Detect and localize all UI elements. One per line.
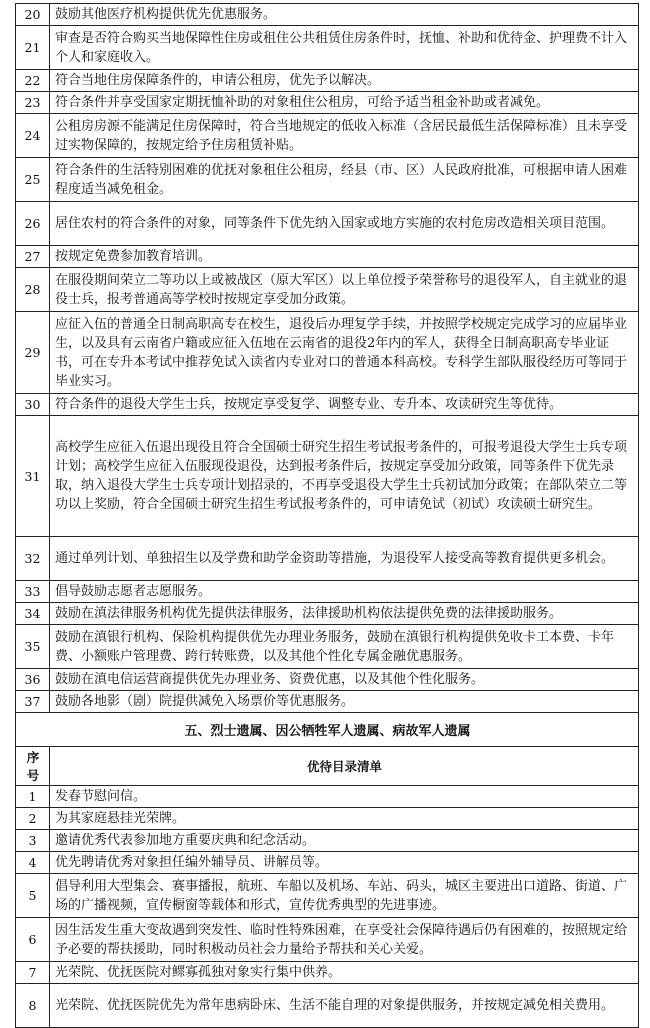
row-text: 居住农村的符合条件的对象，同等条件下优先纳入国家或地方实施的农村危房改造相关项目范围。 <box>50 202 639 246</box>
row-text: 符合条件的生活特别困难的优抚对象租住公租房，经县（市、区）人民政府批准，可根据申请人困难程度适当减免租金。 <box>50 158 639 202</box>
row-text: 发春节慰问信。 <box>50 786 639 808</box>
row-text: 鼓励在滇电信运营商提供优先办理业务、资费优惠，以及其他个性化服务。 <box>50 669 639 691</box>
table-section-five <box>16 713 639 786</box>
row-text: 鼓励在滇银行机构、保险机构提供优先办理业务服务，鼓励在滇银行机构提供免收卡工本费、卡年费、小额账户管理费、跨行转账费，以及其他个性化专属金融优惠服务。 <box>50 625 639 669</box>
row-number: 7 <box>16 962 50 984</box>
row-text: 按规定免费参加教育培训。 <box>50 246 639 268</box>
row-number: 31 <box>16 416 50 537</box>
row-text: 鼓励在滇法律服务机构优先提供法律服务，法律援助机构依法提供免费的法律援助服务。 <box>50 603 639 625</box>
section-title: 五、烈士遗属、因公牺牲军人遗属、病故军人遗属 <box>16 713 639 747</box>
row-number: 6 <box>16 918 50 962</box>
table-row <box>16 246 639 268</box>
table-row <box>16 114 639 158</box>
row-number: 8 <box>16 984 50 1028</box>
row-number: 24 <box>16 114 50 158</box>
row-number: 27 <box>16 246 50 268</box>
row-number: 5 <box>16 874 50 918</box>
section-heading-row <box>16 713 639 747</box>
table-row <box>16 394 639 416</box>
row-text: 为其家庭悬挂光荣牌。 <box>50 808 639 830</box>
table-row <box>16 312 639 394</box>
table-row <box>16 669 639 691</box>
table-row <box>16 918 639 962</box>
row-text: 因生活发生重大变故遇到突发性、临时性特殊困难，在享受社会保障待遇后仍有困难的，按照规定给予必要的帮扶援助，同时积极动员社会力量给予帮扶和关心关爱。 <box>50 918 639 962</box>
table-row <box>16 92 639 114</box>
row-text: 公租房房源不能满足住房保障时，符合当地规定的低收入标准（含居民最低生活保障标准）且未享受过实物保障的，按规定给予住房租赁补贴。 <box>50 114 639 158</box>
table-section-a <box>16 4 639 713</box>
table-row <box>16 26 639 70</box>
row-text: 优先聘请优秀对象担任编外辅导员、讲解员等。 <box>50 852 639 874</box>
row-text: 应征入伍的普通全日制高职高专在校生，退役后办理复学手续，并按照学校规定完成学习的应届毕业生，以及具有云南省户籍或应征入伍地在云南省的退役2年内的军人，获得全日制高职高专毕业证书，可在专升本考试中推荐免试入读省内专业对口的普通本科高校。专科学生部队服役经历可等同于毕业实习。 <box>50 312 639 394</box>
table-row <box>16 874 639 918</box>
row-text: 邀请优秀代表参加地方重要庆典和纪念活动。 <box>50 830 639 852</box>
table-section-b <box>16 786 639 1028</box>
row-number: 34 <box>16 603 50 625</box>
row-text: 符合当地住房保障条件的，申请公租房，优先予以解决。 <box>50 70 639 92</box>
table-row <box>16 808 639 830</box>
table-row <box>16 984 639 1028</box>
row-number: 30 <box>16 394 50 416</box>
row-number: 28 <box>16 268 50 312</box>
row-number: 3 <box>16 830 50 852</box>
row-number: 21 <box>16 26 50 70</box>
table-row <box>16 830 639 852</box>
row-text: 倡导利用大型集会、赛事播报，航班、车船以及机场、车站、码头，城区主要进出口道路、街道、广场的广播视频，宣传橱窗等载体和形式，宣传优秀典型的先进事迹。 <box>50 874 639 918</box>
table-row <box>16 691 639 713</box>
table-row <box>16 416 639 537</box>
row-text: 光荣院、优抚医院对鳏寡孤独对象实行集中供养。 <box>50 962 639 984</box>
table-row <box>16 962 639 984</box>
table-row <box>16 70 639 92</box>
row-text: 审查是否符合购买当地保障性住房或租住公共租赁住房条件时，抚恤、补助和优待金、护理费不计入个人和家庭收入。 <box>50 26 639 70</box>
row-number: 35 <box>16 625 50 669</box>
row-text: 光荣院、优抚医院优先为常年患病卧床、生活不能自理的对象提供服务，并按规定减免相关费用。 <box>50 984 639 1028</box>
table-row <box>16 4 639 26</box>
row-text: 符合条件的退役大学生士兵，按规定享受复学、调整专业、专升本、攻读研究生等优待。 <box>50 394 639 416</box>
row-number: 2 <box>16 808 50 830</box>
table-header-row <box>16 747 639 786</box>
row-text: 鼓励各地影（剧）院提供减免入场票价等优惠服务。 <box>50 691 639 713</box>
header-list: 优待目录清单 <box>50 747 639 786</box>
row-text: 鼓励其他医疗机构提供优先优惠服务。 <box>50 4 639 26</box>
row-number: 23 <box>16 92 50 114</box>
row-number: 36 <box>16 669 50 691</box>
row-number: 20 <box>16 4 50 26</box>
preferential-treatment-table <box>15 3 639 1028</box>
table-row <box>16 603 639 625</box>
row-text: 高校学生应征入伍退出现役且符合全国硕士研究生招生考试报考条件的，可报考退役大学生士兵专项计划；高校学生应征入伍服现役退役，达到报考条件后，按规定享受加分政策，同等条件下优先录取，纳入退役大学生士兵专项计划招录的，不再享受退役大学生士兵初试加分政策；在部队荣立二等功以上奖励，符合全国硕士研究生招生考试报考条件的，可申请免试（初试）攻读硕士研究生。 <box>50 416 639 537</box>
row-number: 4 <box>16 852 50 874</box>
row-number: 22 <box>16 70 50 92</box>
row-number: 29 <box>16 312 50 394</box>
table-row <box>16 625 639 669</box>
row-number: 25 <box>16 158 50 202</box>
table-row <box>16 786 639 808</box>
row-number: 33 <box>16 581 50 603</box>
header-number: 序号 <box>16 747 50 786</box>
row-text: 在服役期间荣立二等功以上或被战区（原大军区）以上单位授予荣誉称号的退役军人，自主就业的退役士兵，报考普通高等学校时按规定享受加分政策。 <box>50 268 639 312</box>
table-row <box>16 158 639 202</box>
row-text: 通过单列计划、单独招生以及学费和助学金资助等措施，为退役军人接受高等教育提供更多机会。 <box>50 537 639 581</box>
row-number: 37 <box>16 691 50 713</box>
row-text: 倡导鼓励志愿者志愿服务。 <box>50 581 639 603</box>
row-number: 1 <box>16 786 50 808</box>
table-row <box>16 202 639 246</box>
table-row <box>16 268 639 312</box>
row-number: 32 <box>16 537 50 581</box>
table-row <box>16 537 639 581</box>
table-row <box>16 581 639 603</box>
row-number: 26 <box>16 202 50 246</box>
row-text: 符合条件并享受国家定期抚恤补助的对象租住公租房，可给予适当租金补助或者减免。 <box>50 92 639 114</box>
table-row <box>16 852 639 874</box>
